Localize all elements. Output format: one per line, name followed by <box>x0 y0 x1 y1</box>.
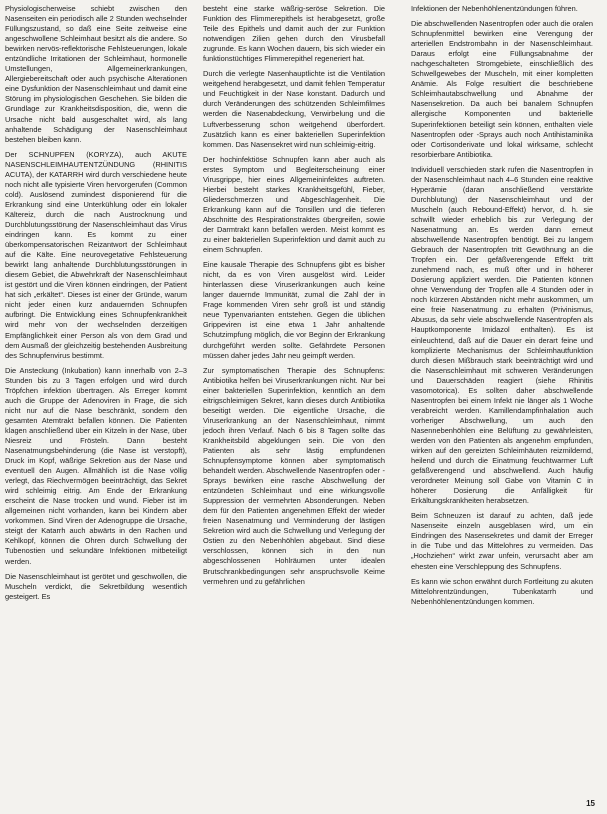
paragraph: Infektionen der Nebenhöhlenentzündungen führen. <box>411 4 578 13</box>
text-column-middle <box>203 4 385 587</box>
text-column-right <box>411 4 593 607</box>
paragraph: Durch die verlegte Nasenhauptlichte ist die Ventilation weitgehend herabgesetzt, und damit fehlen Temperatur und Feuchtigkeit in der Nase konstant. Dadurch und durch Veränderungen des schützenden Schleimfilmes werden die Nasenabdeckung, Verwirbelung und die Luftverbesserung schon weitgehend überfordert. Zusätzlich kann es einer bakteriellen Superinfektion kommen. Das Nasensekret wird nun schleimig-eitrig. <box>203 69 385 149</box>
paragraph: Der hochinfektiöse Schnupfen kann aber auch als erstes Symptom und Begleiterscheinung einer Virusgrippe, hier eines Allgemeininfektes auftreten. Hierbei besteht starkes Krankheitsgefühl, Fieber, Gliederschmerzen und Abgeschlagenheit. Die Erkrankung kann auf die Tonsillen und die tieferen Abschnitte des Respirationstraktes übergreifen, sowie der Darmtrakt kann befallen werden. Meist kommt es zu einer bakteriellen Superinfektion und damit auch zu einem Schnupfen. <box>203 154 385 255</box>
paragraph: Beim Schneuzen ist darauf zu achten, daß jede Nasenseite einzeln ausgeblasen wird, um ein Eindringen des Nasensekretes und damit der Erreger in die Tube und das Mittelohres zu vermeiden. Das „Hochziehen“ wirkt zwar unfein, verursacht aber am ehesten eine Verschleppung des Schnupfens. <box>411 511 593 571</box>
paragraph: Individuell verschieden stark rufen die Nasentropfen in der Nasenschleimhaut nach 4–6 Stunden eine reaktive Hyperämie (daran anschließend verstärkte Durchblutung) der Nasenschleimhaut und der Muscheln (auch Rebound-Effekt) hervor, d. h. sie schwillt wieder erheblich bis zur Verlegung der Nasenatmung an. Es werden dann erneut abschwellende Nasentropfen benötigt. Bei zu langem Gebrauch der Nasentropfen tritt Gewöhnung an die Tropfen ein. Der gefäßverengende Effekt tritt zunehmend nach, es muß öfter und in höherer Dosierung appliziert werden. Die Patienten können ohne Verwendung der Tropfen alle 4 Stunden oder in noch kürzeren Abständen nicht mehr auskommen, um eine freie Nasenatmung zu erhalten (Privinismus, Abusus, da sehr viele abschwellende Nasentropfen als Hauptkomponente Imidazol enthalten). Es ist einleuchtend, daß auf die Dauer ein derart feine und komplizierte Mechanismus der Schleimhautfunktion durch diesen Mißbrauch stark beeinträchtigt wird und die Nasenschleimhaut mit schweren Veränderungen und Dauerschäden reagiert (siehe Rhinitis vasomotorica). Es sollten daher abschwellende Nasentropfen bei einem Infekt nie länger als 1 Woche verabreicht werden. Kamillendampfinhalation auch vorheriger Abschwellung, um auch den Nasennebenhöhlen eine Belüftung zu gewährleisten, werden von den Patienten als angenehm empfunden, wirken auf den gereizten Schleimhäuten reizmildernd, heilend und durch die Einatmung feuchtwarmer Luft gefäßverengend und abschwellend. Auch häufig verordneter Meinung soll Gabe von Vitamin C in höherer Dosierung die Anfälligkeit für Erkältungskrankheiten herabsetzen. <box>411 164 593 506</box>
paragraph: Die Ansteckung (Inkubation) kann innerhalb von 2–3 Stunden bis zu 3 Tagen erfolgen und wird durch Tröpfchen infektion übertragen. Als Erreger kommt auch die Gruppe der Adenoviren in Frage, die sich nicht nur auf die Nase beschränkt, sondern den gesamten Atemtrakt befallen können. Die Patienten klagen anschließend über ein Kitzeln in der Nase, über Niesreiz und Frösteln. Dann besteht Nasenatmungsbehinderung (die Nase ist verstopft), Druck im Kopf, wäßrige Sekretion aus der Nase und eventuell den Augen. Allmählich ist die Nase völlig verlegt, das Riechvermögen beeinträchtigt, das Sekret wird schleimig eitrig. Am Ende der Erkrankung erscheint die Nase trocken und wund. Fieber ist im allgemeinen nicht vorhanden, kann bei Kindern aber vorkommen. Sind Viren der Adenogruppe die Ursache, steigt der Katarrh auch abwärts in den Rachen und Kehlkopf, können die Ohren durch Schwellung der Tubenostien und sekundäre Infektionen mitbeteiligt werden. <box>5 365 187 566</box>
paragraph: Der SCHNUPFEN (KORYZA), auch AKUTE NASENSCHLEIMHAUTENTZÜNDUNG (RHINITIS ACUTA), der KATARRH wird durch verschiedene heute noch nicht alle typisierte Viren hervorgerufen (Common cold). Auslösend zumindest disponierend für die Erkrankung sind eine Unterkühlung oder ein lokaler Kältereiz, durch die nach Austrocknung und Durchblutungsstörung der Nasenschleimhaut das Virus eindringen kann. Es kommt zu einer überkompensatorischen Reizantwort der Schleimhaut auf die Kälte. Eine neurovegetative Fehlsteuerung bewirkt lang anhaltende Durchblutungsstörungen in diesem Gebiet, die Abwehrkraft der Nasenschleimhaut ist gestört und die Viren können eindringen, der Patient hat sich „erkältet“. Dieses ist einer der Gründe, warum nicht jeder einen kurz andauernden Schnupfen aufbringt. Die Entwicklung eines Schnupfenkrankheit wird mehr von der wechselnden derzeitigen Empfänglichkeit einer Person als von dem Grad und dem Ausmaß der gleichzeitig bestehenden Ausbreitung des Schnupfenvirus bestimmt. <box>5 149 187 360</box>
paragraph: Die Nasenschleimhaut ist gerötet und geschwollen, die Muscheln verdickt, die Sekretbildung wesentlich gesteigert. Es <box>5 571 187 601</box>
text-column-left <box>5 4 187 602</box>
paragraph: Es kann wie schon erwähnt durch Fortleitung zu akuten Mittelohrentzündungen, Tubenkatarrh und Nebenhöhlenentzündungen kommen. <box>411 576 593 606</box>
paragraph: Zur symptomatischen Therapie des Schnupfens: Antibiotika helfen bei Viruserkrankungen nicht. Nur bei einer bakteriellen Superinfektion, kenntlich an dem eitrigschleimigen Sekret, kann dieses durch Antibiotika beseitigt werden. Die eigentliche Ursache, die Viruserkrankung an der Nasenschleimhaut, nimmt jedoch ihren Verlauf. Nach 6 bis 8 Tagen sollte das Krankheitsbild abgeklungen sein. Die von den Patienten als sehr lästig empfundenen Schnupfensymptome können aber symptomatisch behandelt werden. Abschwellende Nasentropfen oder -Sprays bewirken eine rasche Abschwellung der entzündeten Schleimhaut und eine wirkungsvolle Suppression der vermehrten Absonderungen. Neben dem für den Patienten angenehmen Effekt der wieder freien Nasenatmung und Verminderung der lästigen Sekretion wird auch die Schwellung und Verlegung der Ostien zu den Nebenhöhlen abgebaut. Sind diese verschlossen, können sich in den nun abgeschlossenen Hohlräumen unter idealen Brutschrankbedingungen sehr anspruchsvolle Keime vermehren und zu gefährlichen <box>203 365 385 586</box>
page-number: 15 <box>586 799 595 808</box>
paragraph: besteht eine starke wäßrig-seröse Sekretion. Die Funktion des Flimmerepithels ist herabgesetzt, große Teile des Epithels und damit auch der zur Funktion notwendigen Zilien gehen durch den Virusbefall zugrunde. Es kann Wochen dauern, bis sich wieder ein funktionstüchtiges Flimmerepithel regeneriert hat. <box>203 4 385 64</box>
paragraph: Eine kausale Therapie des Schnupfens gibt es bisher nicht, da es von Viren ausgelöst wird. Leider hinterlassen diese Viruserkrankungen auch keine langer dauernde Immunität, zumal die Zahl der in Frage kommenden Viren sehr groß ist und ständig neue Typenvarianten entstehen. Gegen die üblichen Grippeviren ist eine etwa 1 Jahr anhaltende Schutzimpfung möglich, die vor Beginn der Erkrankung durchgeführt werden sollte. Gefährdete Personen müssen daher jedes Jahr neu geimpft werden. <box>203 260 385 360</box>
paragraph: Die abschwellenden Nasentropfen oder auch die oralen Schnupfenmittel bewirken eine Verengung der arteriellen Endstrombahn in der Nasenschleimhaut. Daraus erfolgt eine Füllungsabnahme der nachgeschalteten Stromgebiete, einschließlich des Schwellgewebes der Muscheln, mit einer kompletten Anämie. Als Folge resultiert die beschriebene Schleimhautabschwellung und Abnahme der Nasensekretion. Da auch bei banalem Schnupfen allergische Komponenten und bakterielle Superinfektionen beteiligt sein können, enthalten viele Nasentropfen oder -Sprays auch noch Antihistaminika oder Cortisonderivate und lokal wirksame, schlecht resorbierbare Antibiotika. <box>411 19 594 159</box>
paragraph: Physiologischerweise schiebt zwischen den Nasenseiten ein periodisch alle 2 Stunden wechselnder Füllungszustand, so daß eine Seite zeitweise eine angeschwollene Schleimhaut besitzt als die andere. So bewirken nervös-reflektorische Fehlsteuerungen, lokale entzündliche Irritationen der Schleimhaut, hormonelle Umstellungen, Allgemeinerkrankungen, Allergiebereitschaft oder auch psychische Alterationen eine Dysfunktion der Nasenschleimhaut und damit eine Störung im physiologischen Geschehen. Sie bilden die Grundlage zur Krankheitsdisposition, die, wenn die Ursache nicht bald ausgeschaltet wird, als lang anhaltende Schädigung der Nasenschleimhaut bestehen bleiben kann. <box>5 4 187 144</box>
